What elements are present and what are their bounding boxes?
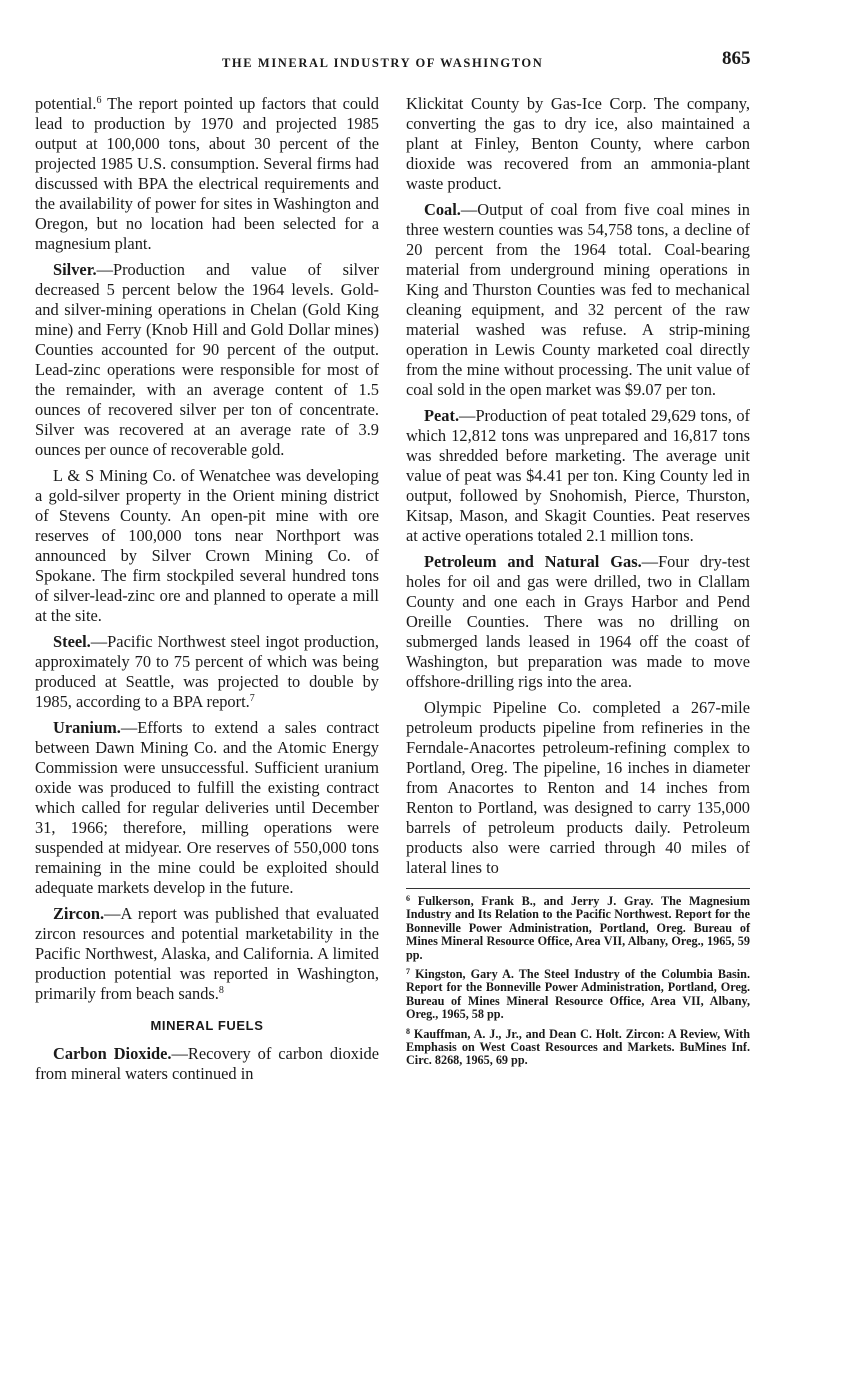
- footnote-6: [406, 895, 750, 962]
- footnote-ref-8[interactable]: 8: [218, 985, 224, 996]
- right-column: [406, 94, 750, 1074]
- footnote-mark: 7: [406, 967, 410, 977]
- running-header: [0, 48, 853, 76]
- footnote-ref-7[interactable]: 7: [249, 693, 255, 704]
- pipeline-paragraph: [406, 698, 750, 878]
- magnesium-paragraph-continued: [35, 94, 379, 254]
- paragraph-text: Olympic Pipeline Co. completed a 267-mile petroleum products pipeline from refineries in the Ferndale-Anacortes petroleum-refining complex to Portland, Oreg. The pipeline, 16 inches in diameter from Anacortes to Renton and 14 inches from Renton to Portland, was designed to carry 135,000 barrels of petroleum products daily. Petroleum products also were carried through 40 miles of lateral lines to: [406, 698, 750, 877]
- footnotes: [406, 888, 750, 1068]
- left-column: [35, 94, 379, 1090]
- footnote-mark: 6: [406, 894, 410, 903]
- paragraph-text: L & S Mining Co. of Wenatchee was developing a gold-silver property in the Orient mining district of Stevens County. An open-pit mine with ore reserves of 100,000 tons near Northport was announced by Silver Crown Mining Co. of Spokane. The firm stockpiled several hundred tons of silver-lead-zinc ore and planned to operate a mill at the site.: [35, 466, 379, 625]
- footnote-text: Fulkerson, Frank B., and Jerry J. Gray. The Magnesium Industry and Its Relation to the Pacific Northwest. Report for the Bonneville Power Administration, Portland, Oreg. Bureau of Mines Mineral Resource Office, Area VII, Albany, Oreg., 1965, 59 pp.: [406, 894, 750, 962]
- paragraph-text: Klickitat County by Gas-Ice Corp. The company, converting the gas to dry ice, also maintained a plant at Finley, Benton County, where carbon dioxide was recovered from an ammonia-plant waste product.: [406, 94, 750, 193]
- coal-heading: Coal.: [424, 200, 461, 219]
- paragraph-text: —Production of peat totaled 29,629 tons, of which 12,812 tons was unprepared and 16,817 tons was shredded before marketing. The average unit value of peat was $4.41 per ton. King County led in output, followed by Snohomish, Pierce, Thurston, Kitsap, Mason, and Skagit Counties. Peat reserves at active operations totaled 2.1 million tons.: [406, 406, 750, 545]
- steel-paragraph: [35, 632, 379, 712]
- petroleum-heading: Petroleum and Natural Gas.: [424, 552, 642, 571]
- zircon-paragraph: [35, 904, 379, 1004]
- footnote-8: [406, 1028, 750, 1068]
- footnote-ref-6[interactable]: 6: [96, 95, 102, 106]
- carbon-dioxide-paragraph: [35, 1044, 379, 1084]
- uranium-heading: Uranium.: [53, 718, 121, 737]
- petroleum-paragraph: [406, 552, 750, 692]
- coal-paragraph: [406, 200, 750, 400]
- peat-paragraph: [406, 406, 750, 546]
- footnote-text: Kingston, Gary A. The Steel Industry of the Columbia Basin. Report for the Bonneville Power Administration, Portland, Oreg. Bureau of Mines Mineral Resource Office, Area VII, Albany, Oreg., 1965, 58 pp.: [406, 967, 750, 1022]
- carbon-dioxide-paragraph-continued: [406, 94, 750, 194]
- paragraph-text: —Efforts to extend a sales contract between Dawn Mining Co. and the Atomic Energy Commission were unsuccessful. Sufficient uranium oxide was produced to fulfill the existing contract which called for regular deliveries until December 31, 1966; therefore, milling operations were suspended at midyear. Ore reserves of 550,000 tons remaining in the mine could be exploited should adequate markets develop in the future.: [35, 718, 379, 897]
- ls-mining-paragraph: [35, 466, 379, 626]
- paragraph-text: The report pointed up factors that could lead to production by 1970 and projected 1985 output at 100,000 tons, about 30 percent of the projected 1985 U.S. consumption. Several firms had discussed with BPA the electrical requirements and the availability of power for sites in Washington and Oregon, but no location had been selected for a magnesium plant.: [35, 94, 379, 253]
- paragraph-text: —A report was published that evaluated zircon resources and potential marketability in the Pacific Northwest, Alaska, and California. A limited production potential was reported in Washington, primarily from beach sands.: [35, 904, 379, 1003]
- steel-heading: Steel.: [53, 632, 91, 651]
- footnote-7: [406, 968, 750, 1022]
- paragraph-text: —Recovery of carbon dioxide from mineral waters continued in: [35, 1044, 379, 1083]
- silver-heading: Silver.: [53, 260, 97, 279]
- paragraph-text: —Pacific Northwest steel ingot production, approximately 70 to 75 percent of which was being produced at Seattle, was projected to double by 1985, according to a BPA report.: [35, 632, 379, 711]
- uranium-paragraph: [35, 718, 379, 898]
- paragraph-text: —Production and value of silver decreased 5 percent below the 1964 levels. Gold- and silver-mining operations in Chelan (Gold King mine) and Ferry (Knob Hill and Gold Dollar mines) Counties accounted for 90 percent of the output. Lead-zinc operations were responsible for most of the remainder, with an average content of 1.5 ounces of recovered silver per ton of concentrate. Silver was recovered at an average rate of 3.9 ounces per ounce of recoverable gold.: [35, 260, 379, 459]
- section-heading-mineral-fuels: MINERAL FUELS: [150, 1018, 264, 1033]
- paragraph-text: potential.: [35, 94, 97, 113]
- silver-paragraph: [35, 260, 379, 460]
- zircon-heading: Zircon.: [53, 904, 105, 923]
- page-number: 865: [722, 48, 751, 69]
- running-title: THE MINERAL INDUSTRY OF WASHINGTON: [222, 56, 544, 70]
- carbon-dioxide-heading: Carbon Dioxide.: [53, 1044, 172, 1063]
- paragraph-text: —Four dry-test holes for oil and gas were drilled, two in Clallam County and one each in Grays Harbor and Pend Oreille Counties. There was no drilling on submerged lands leased in 1964 off the coast of Washington, but preparation was made to move offshore-drilling rigs into the area.: [406, 552, 750, 691]
- paragraph-text: —Output of coal from five coal mines in three western counties was 54,758 tons, a decline of 20 percent from the 1964 total. Coal-bearing material from underground mining operations in King and Thurston Counties was fed to mechanical cleaning equipment, and 32 percent of the raw material washed was refuse. A strip-mining operation in Lewis County marketed coal directly from the mine without processing. The unit value of coal sold in the open market was $9.07 per ton.: [406, 200, 750, 399]
- footnote-text: Kauffman, A. J., Jr., and Dean C. Holt. Zircon: A Review, With Emphasis on West Coast Resources and Markets. BuMines Inf. Circ. 8268, 1965, 69 pp.: [406, 1026, 750, 1068]
- peat-heading: Peat.: [424, 406, 460, 425]
- footnote-mark: 8: [406, 1026, 410, 1036]
